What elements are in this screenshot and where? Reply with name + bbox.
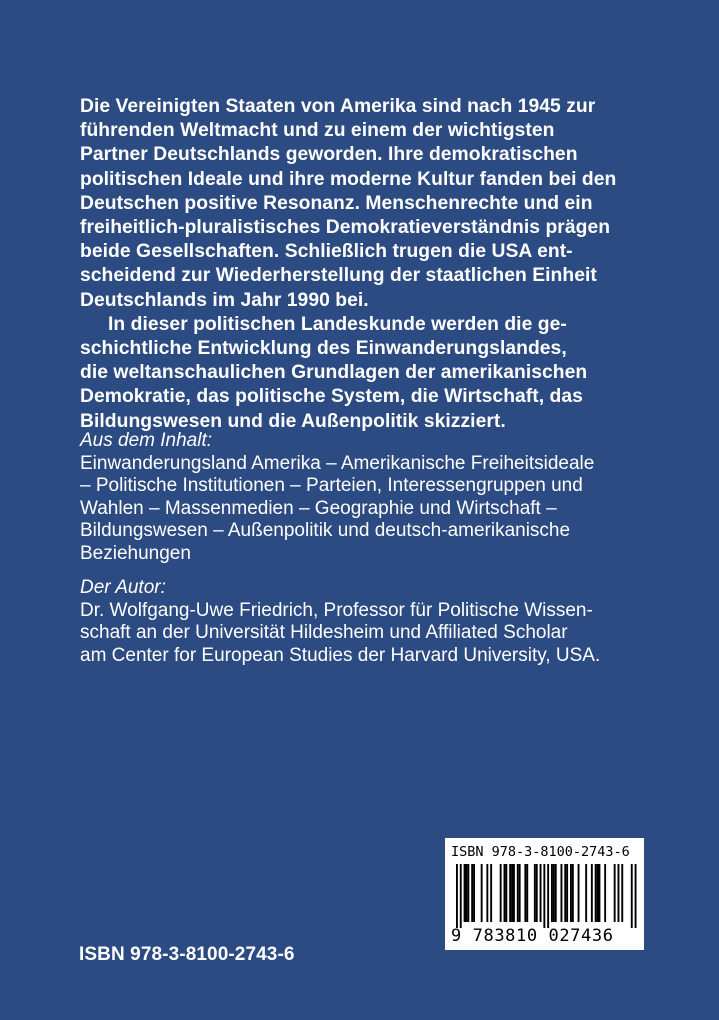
barcode-bar — [486, 864, 488, 922]
barcode-bar — [464, 864, 466, 922]
barcode-bar — [631, 864, 633, 928]
barcode-bar — [505, 864, 507, 922]
barcode-bar — [473, 864, 475, 922]
barcode-bar — [517, 864, 519, 922]
author-line: schaft an der Universität Hildesheim und Affiliated Scholar — [80, 622, 568, 643]
barcode-isbn-text: ISBN 978-3-8100-2743-6 — [451, 844, 630, 860]
barcode-bar — [604, 864, 606, 922]
barcode-bar — [566, 864, 568, 922]
blurb-line: Demokratie, das politische System, die Wirtschaft, das — [80, 386, 583, 408]
barcode-bar — [467, 864, 469, 922]
barcode-bar — [578, 864, 580, 922]
barcode-bar — [509, 864, 511, 922]
barcode-bar — [490, 864, 492, 922]
blurb-line: führenden Weltmacht und zu einem der wichtigsten — [80, 120, 555, 142]
barcode-bar — [456, 864, 458, 928]
blurb-line: die weltanschaulichen Grundlagen der amerikanischen — [80, 362, 588, 384]
barcode-bar — [595, 864, 597, 922]
barcode-bar — [526, 864, 528, 922]
barcode-bar — [618, 864, 620, 922]
barcode-bar — [524, 864, 526, 922]
barcode-bar — [599, 864, 601, 922]
barcode-bar — [585, 864, 587, 922]
contents-section — [80, 430, 680, 565]
barcode-digits: 9 783810 027436 — [451, 926, 614, 946]
blurb-line: Partner Deutschlands geworden. Ihre demokratischen — [80, 144, 578, 166]
barcode-bar — [536, 864, 538, 922]
barcode-bar — [570, 864, 572, 922]
barcode-bar — [561, 864, 563, 922]
blurb-line: politischen Ideale und ihre moderne Kultur fanden bei den — [80, 168, 617, 190]
blurb-line: In dieser politischen Landeskunde werden die ge- — [108, 313, 567, 335]
barcode-bar — [591, 864, 593, 922]
barcode — [445, 838, 644, 950]
barcode-bar — [500, 864, 502, 922]
author-line: am Center for European Studies der Harvard University, USA. — [80, 644, 601, 666]
barcode-bar — [466, 864, 468, 922]
barcode-bar — [504, 864, 506, 922]
barcode-bar — [635, 864, 637, 928]
barcode-bar — [534, 864, 536, 922]
blurb-line: Bildungswesen und die Außenpolitik skizziert. — [80, 410, 506, 432]
barcode-bar — [513, 864, 515, 922]
barcode-bars — [450, 864, 639, 930]
barcode-bar — [471, 864, 473, 922]
contents-line: Bildungswesen – Außenpolitik und deutsch-amerikanische — [80, 520, 571, 541]
contents-line: – Politische Institutionen – Parteien, Interessengruppen und — [80, 475, 583, 496]
barcode-bar — [621, 864, 623, 922]
author-heading: Der Autor: — [80, 577, 166, 598]
blurb-line: beide Gesellschaften. Schließlich trugen die USA ent- — [80, 241, 573, 263]
contents-heading: Aus dem Inhalt: — [80, 430, 213, 451]
barcode-bar — [564, 864, 566, 922]
author-section — [80, 577, 680, 667]
contents-line: Beziehungen — [80, 542, 191, 564]
blurb-line: schichtliche Entwicklung des Einwanderungslandes, — [80, 338, 567, 360]
barcode-bar — [572, 864, 574, 922]
barcode-bar — [511, 864, 513, 922]
barcode-bar — [540, 864, 542, 922]
barcode-bar — [543, 864, 545, 928]
barcode-bar — [555, 864, 557, 922]
isbn-label: ISBN 978-3-8100-2743-6 — [79, 944, 295, 965]
barcode-bar — [614, 864, 616, 922]
blurb-line: freiheitlich-pluralistisches Demokratieverständnis prägen — [80, 217, 611, 239]
blurb-text — [80, 95, 680, 434]
barcode-bar — [553, 864, 555, 922]
barcode-bar — [551, 864, 553, 922]
blurb-line: Deutschlands im Jahr 1990 bei. — [80, 289, 369, 311]
contents-line: Einwanderungsland Amerika – Amerikanische Freiheitsideale — [80, 452, 595, 474]
barcode-bar — [597, 864, 599, 922]
blurb-line: Die Vereinigten Staaten von Amerika sind nach 1945 zur — [80, 96, 596, 117]
blurb-line: scheidend zur Wiederherstellung der staatlichen Einheit — [80, 265, 597, 287]
barcode-bar — [519, 864, 521, 922]
blurb-line: Deutschen positive Resonanz. Menschenrechte und ein — [80, 192, 593, 214]
contents-line: Wahlen – Massenmedien – Geographie und Wirtschaft – — [80, 497, 557, 519]
barcode-bar — [481, 864, 483, 922]
author-line: Dr. Wolfgang-Uwe Friedrich, Professor für Politische Wissen- — [80, 599, 593, 621]
barcode-bar — [547, 864, 549, 928]
barcode-bar — [460, 864, 462, 928]
